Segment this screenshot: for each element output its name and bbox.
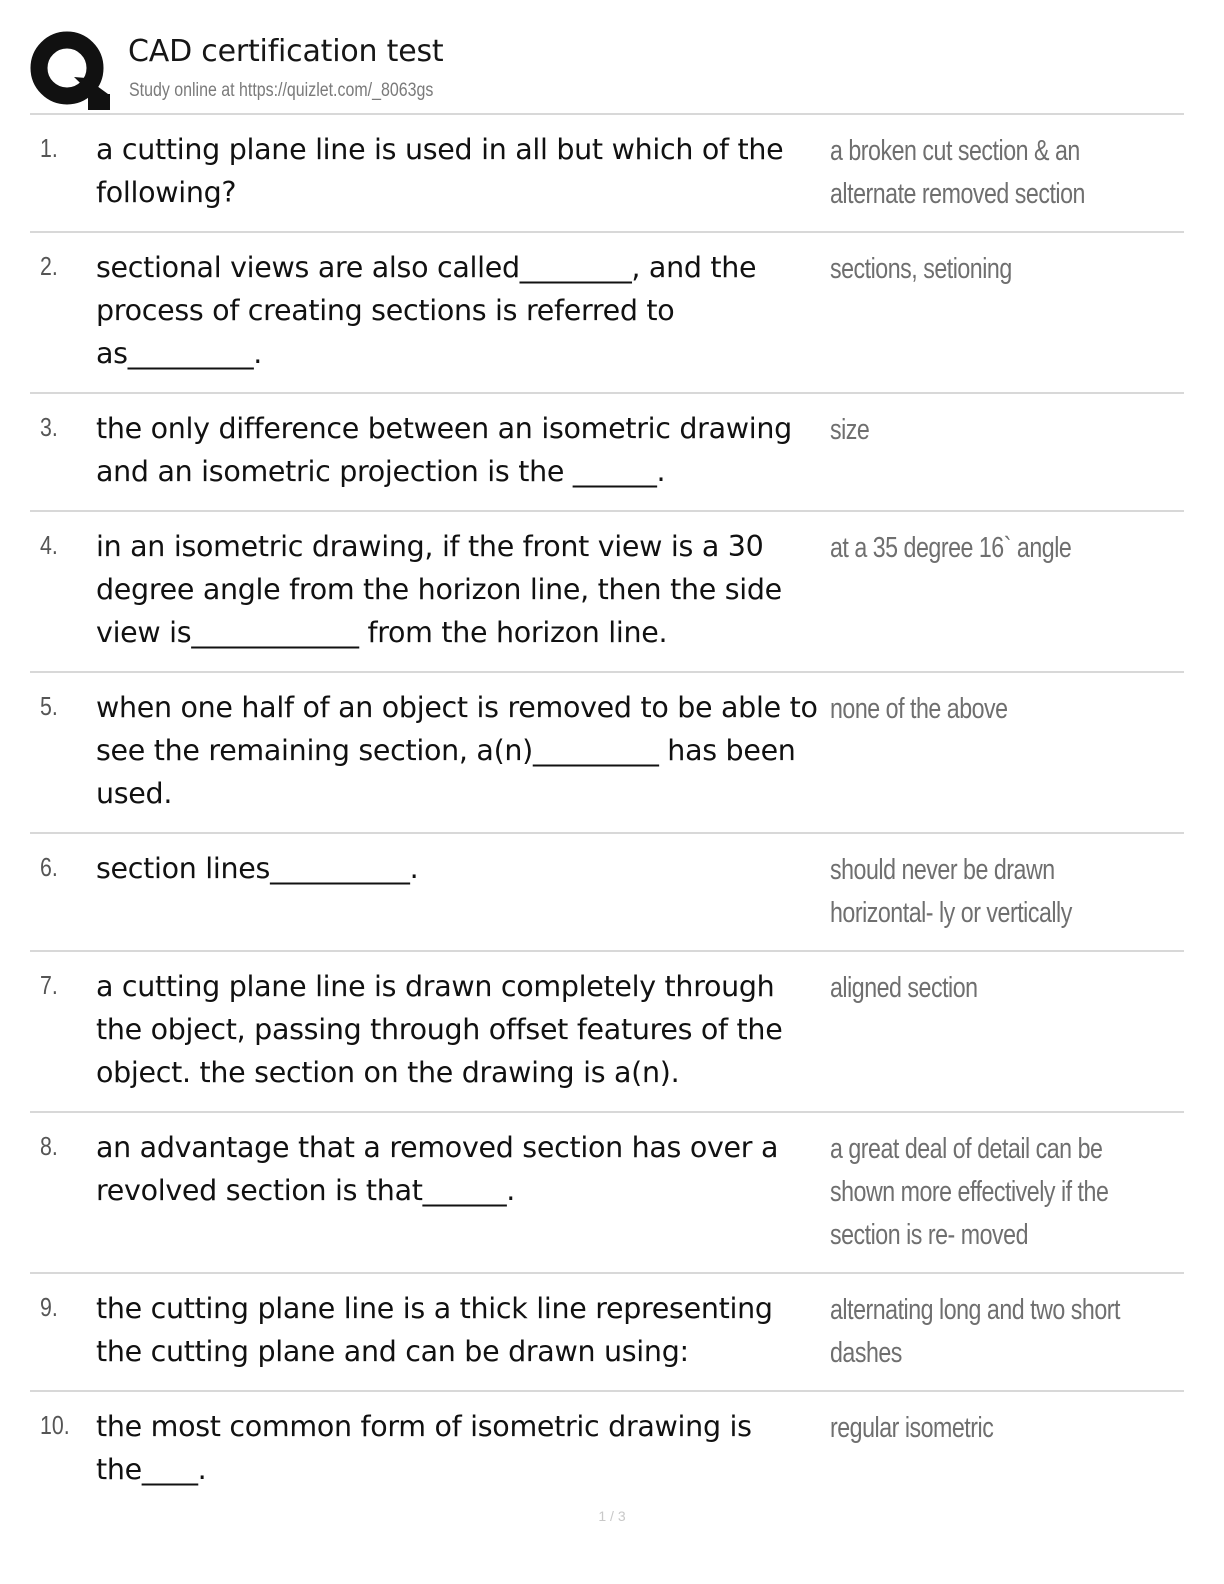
flashcard-row	[30, 834, 1184, 952]
card-number: 1.	[40, 133, 58, 163]
study-link[interactable]: Study online at https://quizlet.com/_8063gs	[129, 80, 434, 101]
card-number: 3.	[40, 412, 58, 442]
card-definition: regular isometric	[830, 1412, 994, 1444]
card-term: in an isometric drawing, if the front view is a 30 degree angle from the horizon line, then the side view is____________ from the horizon line.	[96, 530, 782, 649]
card-number: 6.	[40, 852, 58, 882]
card-definition: aligned section	[830, 972, 978, 1004]
quizlet-q-logo-icon	[30, 30, 110, 110]
card-definition: size	[830, 414, 870, 446]
card-number: 5.	[40, 691, 58, 721]
card-term: an advantage that a removed section has over a revolved section is that______.	[96, 1131, 779, 1207]
card-definition: a broken cut section & an alternate removed section	[830, 135, 1085, 210]
flashcard-row	[30, 233, 1184, 394]
card-number: 4.	[40, 530, 58, 560]
card-definition: a great deal of detail can be shown more effectively if the section is re- moved	[830, 1133, 1109, 1251]
card-number: 9.	[40, 1292, 58, 1322]
flashcard-row	[30, 1274, 1184, 1392]
card-term: the only difference between an isometric drawing and an isometric projection is the ______.	[96, 412, 792, 488]
card-term: when one half of an object is removed to be able to see the remaining section, a(n)_________ has been used.	[96, 691, 818, 810]
card-term: sectional views are also called________, and the process of creating sections is referred to as_________.	[96, 251, 757, 370]
card-term: a cutting plane line is used in all but which of the following?	[96, 133, 784, 209]
card-number: 7.	[40, 970, 58, 1000]
card-term: the cutting plane line is a thick line representing the cutting plane and can be drawn using:	[96, 1292, 773, 1368]
flashcard-row	[30, 394, 1184, 512]
page-header	[30, 28, 1184, 114]
card-number: 10.	[40, 1410, 70, 1440]
flashcard-row	[30, 1392, 1184, 1510]
card-term: a cutting plane line is drawn completely through the object, passing through offset features of the object. the section on the drawing is a(n).	[96, 970, 783, 1089]
card-definition: none of the above	[830, 693, 1008, 725]
flashcard-list	[30, 115, 1184, 1510]
card-definition: at a 35 degree 16` angle	[830, 532, 1072, 564]
flashcard-row	[30, 673, 1184, 834]
card-definition: sections, setioning	[830, 253, 1012, 285]
card-number: 8.	[40, 1131, 58, 1161]
page-number: 1 / 3	[598, 1508, 626, 1524]
flashcard-row	[30, 1113, 1184, 1274]
card-definition: should never be drawn horizontal- ly or vertically	[830, 854, 1072, 929]
card-definition: alternating long and two short dashes	[830, 1294, 1120, 1369]
card-term: section lines__________.	[96, 852, 419, 885]
flashcard-row	[30, 952, 1184, 1113]
page-title: CAD certification test	[128, 34, 444, 69]
card-term: the most common form of isometric drawing is the____.	[96, 1410, 752, 1486]
flashcard-row	[30, 115, 1184, 233]
card-number: 2.	[40, 251, 58, 281]
flashcard-row	[30, 512, 1184, 673]
